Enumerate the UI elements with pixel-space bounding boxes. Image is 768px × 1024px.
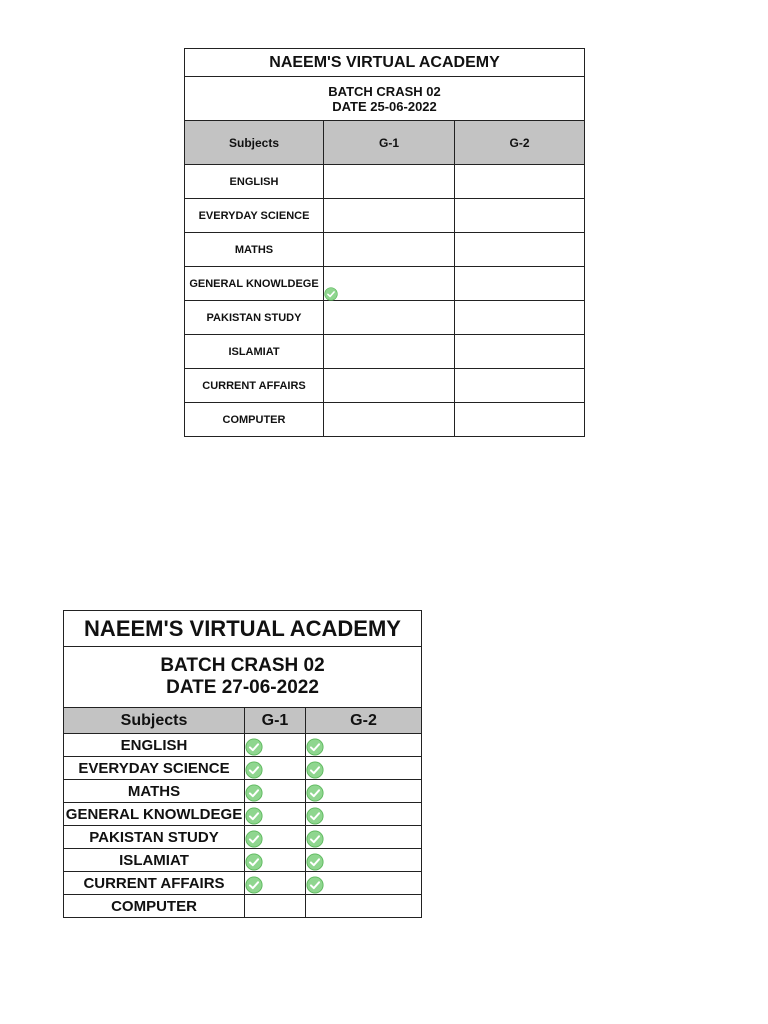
batch-label: BATCH CRASH 02 [160,655,325,676]
header-g2: G-2 [455,121,585,165]
subject-cell: PAKISTAN STUDY [185,301,324,335]
g2-cell[interactable] [306,895,422,918]
g2-cell[interactable] [306,872,422,895]
header-g2: G-2 [306,708,422,734]
date-label: DATE 27-06-2022 [166,677,319,698]
subject-cell: MATHS [64,780,245,803]
header-g1: G-1 [324,121,455,165]
check-circle-icon [245,784,263,802]
table-row [185,267,585,301]
g1-cell[interactable] [324,267,455,301]
check-circle-icon [306,853,324,871]
g2-cell[interactable] [455,369,585,403]
subject-cell: CURRENT AFFAIRS [185,369,324,403]
header-g1: G-1 [245,708,306,734]
g2-cell[interactable] [455,335,585,369]
g1-cell[interactable] [324,165,455,199]
subject-cell: MATHS [185,233,324,267]
table-row [64,803,422,826]
table-row [185,335,585,369]
g2-cell[interactable] [455,267,585,301]
table-row [64,734,422,757]
g1-cell[interactable] [245,826,306,849]
check-circle-icon [245,853,263,871]
date-label: DATE 25-06-2022 [332,98,437,114]
header-subjects: Subjects [64,708,245,734]
table-row [64,757,422,780]
subject-cell: EVERYDAY SCIENCE [64,757,245,780]
g2-cell[interactable] [306,757,422,780]
check-circle-icon [306,807,324,825]
table-row [64,872,422,895]
table-row [64,895,422,918]
g1-cell[interactable] [245,872,306,895]
table-row [64,826,422,849]
g1-cell[interactable] [324,369,455,403]
table-row [185,199,585,233]
g2-cell[interactable] [306,734,422,757]
g1-cell[interactable] [324,301,455,335]
table-row [64,780,422,803]
check-circle-icon [306,784,324,802]
batch-label: BATCH CRASH 02 [328,83,441,99]
check-circle-icon [306,876,324,894]
check-circle-icon [245,876,263,894]
table-row [185,233,585,267]
g1-cell[interactable] [245,849,306,872]
g1-cell[interactable] [245,757,306,780]
g1-cell[interactable] [245,734,306,757]
g2-cell[interactable] [306,780,422,803]
attendance-table-2 [63,610,422,918]
g1-cell[interactable] [324,199,455,233]
subject-cell: ISLAMIAT [185,335,324,369]
check-circle-icon [245,830,263,848]
subject-cell: PAKISTAN STUDY [64,826,245,849]
header-subjects: Subjects [185,121,324,165]
g2-cell[interactable] [306,803,422,826]
subject-cell: GENERAL KNOWLDEGE [185,267,324,301]
g2-cell[interactable] [306,826,422,849]
g2-cell[interactable] [306,849,422,872]
subject-cell: ENGLISH [64,734,245,757]
subject-cell: GENERAL KNOWLDEGE [64,803,245,826]
table-title: NAEEM'S VIRTUAL ACADEMY [64,611,422,647]
attendance-table-1 [184,48,585,437]
check-circle-icon [306,738,324,756]
table-row [185,165,585,199]
subject-cell: COMPUTER [64,895,245,918]
g1-cell[interactable] [245,780,306,803]
g2-cell[interactable] [455,301,585,335]
batch-info [185,77,585,121]
g1-cell[interactable] [245,895,306,918]
batch-info [64,647,422,708]
subject-cell: ISLAMIAT [64,849,245,872]
g2-cell[interactable] [455,233,585,267]
check-circle-icon [324,287,338,301]
subject-cell: EVERYDAY SCIENCE [185,199,324,233]
subject-cell: ENGLISH [185,165,324,199]
table-row [185,301,585,335]
check-circle-icon [245,738,263,756]
g1-cell[interactable] [324,403,455,437]
check-circle-icon [245,807,263,825]
check-circle-icon [306,830,324,848]
subject-cell: COMPUTER [185,403,324,437]
check-circle-icon [245,761,263,779]
g2-cell[interactable] [455,165,585,199]
table-row [185,369,585,403]
check-circle-icon [306,761,324,779]
g2-cell[interactable] [455,403,585,437]
g1-cell[interactable] [324,233,455,267]
table-row [64,849,422,872]
table-title: NAEEM'S VIRTUAL ACADEMY [185,49,585,77]
table-row [185,403,585,437]
g1-cell[interactable] [324,335,455,369]
g1-cell[interactable] [245,803,306,826]
g2-cell[interactable] [455,199,585,233]
subject-cell: CURRENT AFFAIRS [64,872,245,895]
